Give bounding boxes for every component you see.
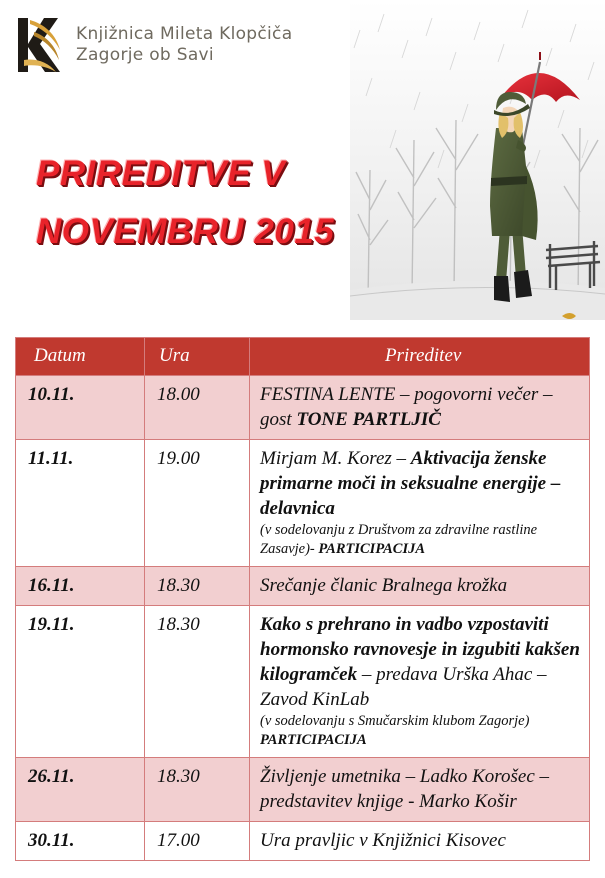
cell-datum: 26.11. <box>16 758 145 822</box>
header-illustration <box>350 0 605 320</box>
page-title-line2: NOVEMBRU 2015 <box>36 212 335 251</box>
cell-prireditev: Ura pravljic v Knjižnici Kisovec <box>250 822 590 861</box>
poster-header <box>0 0 605 320</box>
events-table-head <box>16 338 590 376</box>
events-table-wrapper <box>15 337 590 861</box>
library-name <box>76 14 292 66</box>
cell-prireditev: Mirjam M. Korez – Aktivacija ženske primarne moči in seksualne energije – delavnica (v sodelovanju z Društvom za zdravilne rastline Zasavje)- PARTICIPACIJA <box>250 440 590 567</box>
library-monogram-k-logo <box>14 14 66 76</box>
table-header-row <box>16 338 590 376</box>
cell-ura: 18.30 <box>145 758 250 822</box>
column-header-ura: Ura <box>145 338 250 376</box>
event-note: (v sodelovanju z Društvom za zdravilne rastline Zasavje)- PARTICIPACIJA <box>260 522 538 557</box>
cell-datum: 10.11. <box>16 376 145 440</box>
table-row <box>16 758 590 822</box>
column-header-prireditev: Prireditev <box>250 338 590 376</box>
events-table <box>15 337 590 861</box>
library-logo <box>14 14 292 76</box>
table-row <box>16 606 590 758</box>
cell-prireditev: FESTINA LENTE – pogovorni večer – gost TONE PARTLJIČ <box>250 376 590 440</box>
cell-prireditev: Srečanje članic Bralnega krožka <box>250 567 590 606</box>
cell-datum: 11.11. <box>16 440 145 567</box>
page-title-line1: PRIREDITVE V <box>36 154 286 193</box>
cell-ura: 18.30 <box>145 606 250 758</box>
library-name-line1: Knjižnica Mileta Klopčiča <box>76 24 293 44</box>
cell-ura: 18.00 <box>145 376 250 440</box>
library-name-line2: Zagorje ob Savi <box>76 45 214 65</box>
cell-prireditev: Kako s prehrano in vadbo vzpostaviti hormonsko ravnovesje in izgubiti kakšen kilogramček – predava Urška Ahac – Zavod KinLab (v sodelovanju s Smučarskim klubom Zagorje) PARTICIPACIJA <box>250 606 590 758</box>
cell-datum: 30.11. <box>16 822 145 861</box>
table-row <box>16 567 590 606</box>
cell-datum: 16.11. <box>16 567 145 606</box>
table-row <box>16 822 590 861</box>
page-title <box>36 145 366 261</box>
cell-ura: 19.00 <box>145 440 250 567</box>
event-note: (v sodelovanju s Smučarskim klubom Zagorje) PARTICIPACIJA <box>260 713 530 748</box>
cell-datum: 19.11. <box>16 606 145 758</box>
column-header-datum: Datum <box>16 338 145 376</box>
table-row <box>16 440 590 567</box>
table-row <box>16 376 590 440</box>
cell-ura: 18.30 <box>145 567 250 606</box>
cell-ura: 17.00 <box>145 822 250 861</box>
cell-prireditev: Življenje umetnika – Ladko Korošec – predstavitev knjige - Marko Košir <box>250 758 590 822</box>
events-table-body <box>16 376 590 861</box>
